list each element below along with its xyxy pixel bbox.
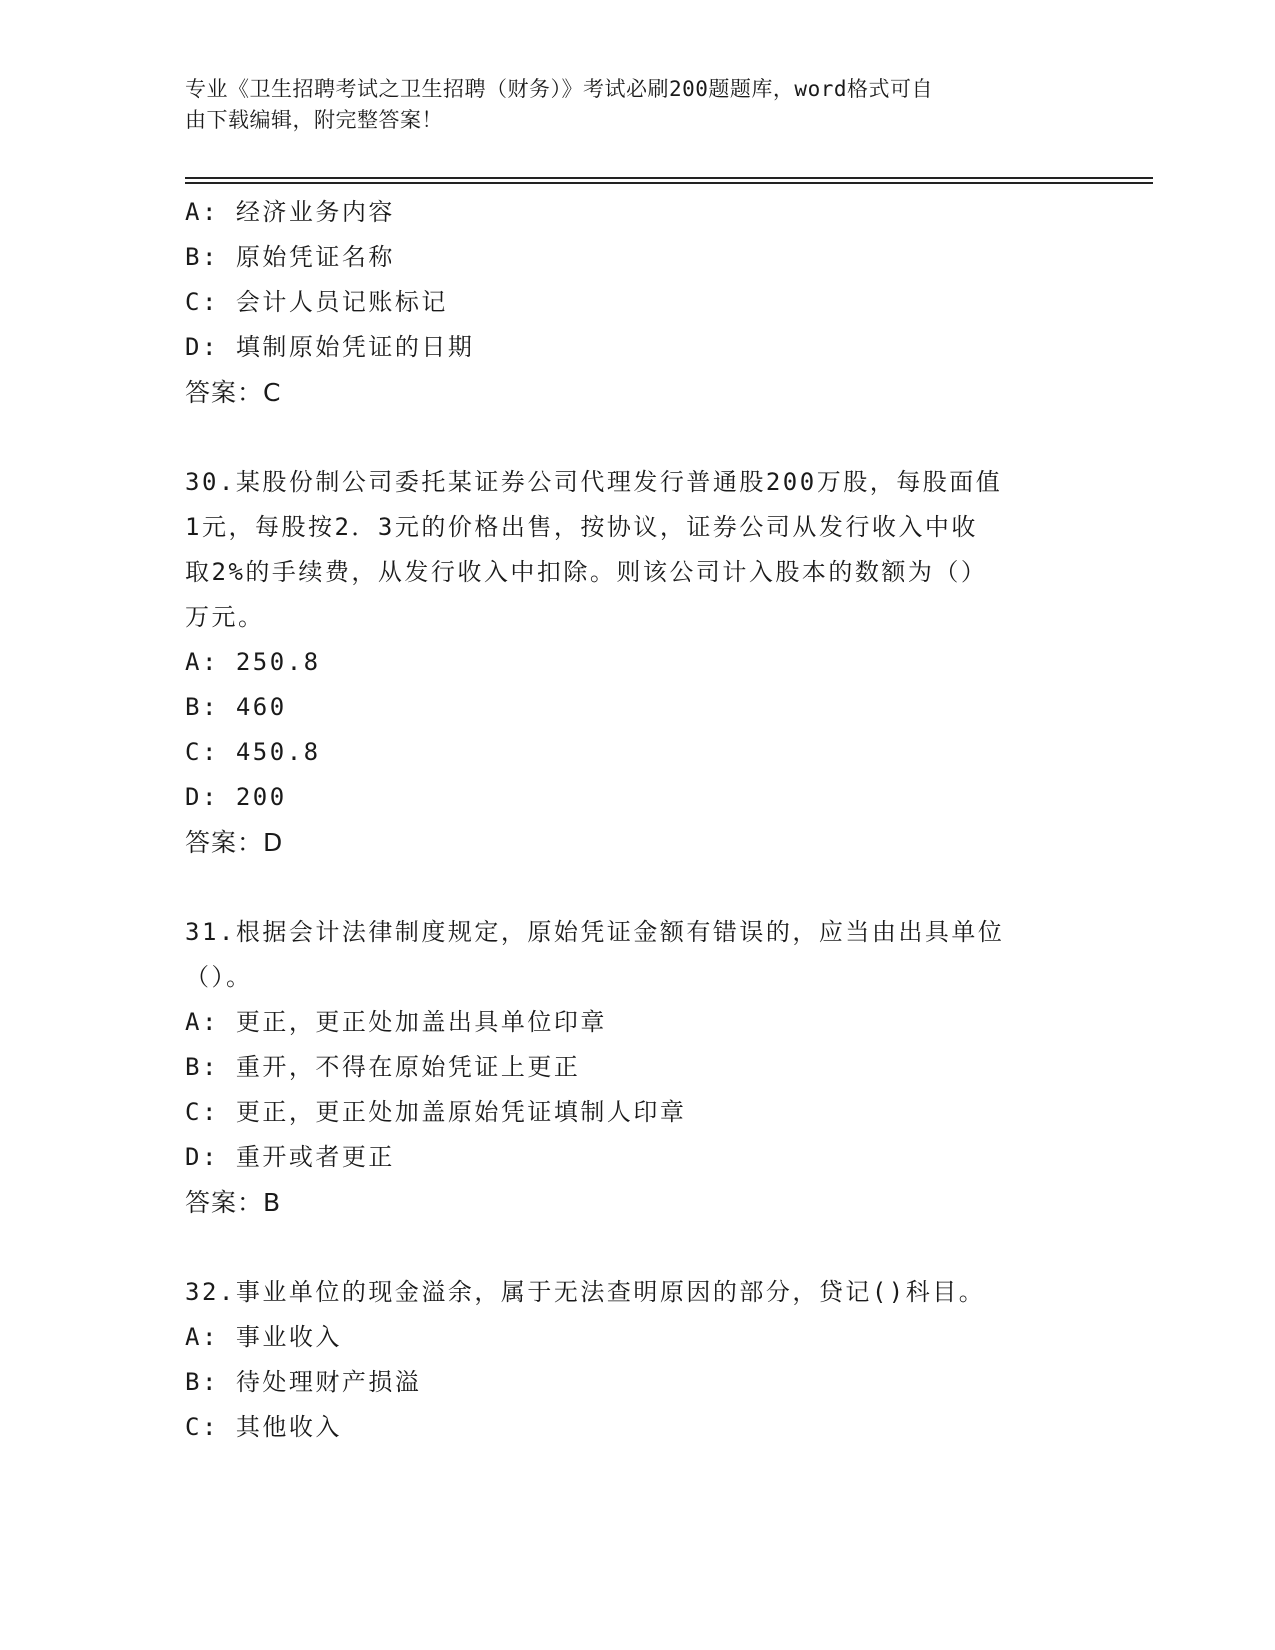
spacer bbox=[185, 415, 1085, 460]
q30-answer: 答案：D bbox=[185, 828, 284, 857]
q29-answer: 答案：C bbox=[185, 378, 282, 407]
header-divider-bottom bbox=[185, 182, 1153, 184]
q30-option-a: A: 250.8 bbox=[185, 648, 321, 676]
q31-answer: 答案：B bbox=[185, 1188, 282, 1217]
header-line-1: 专业《卫生招聘考试之卫生招聘（财务）》考试必刷200题题库，word格式可自 bbox=[185, 77, 933, 101]
q29-option-c: C: 会计人员记账标记 bbox=[185, 288, 448, 316]
question-29 bbox=[185, 190, 1085, 415]
q32-option-c: C: 其他收入 bbox=[185, 1413, 342, 1441]
q32-stem-line-1: 32.事业单位的现金溢余，属于无法查明原因的部分，贷记()科目。 bbox=[185, 1278, 986, 1306]
q32-option-b: B: 待处理财产损溢 bbox=[185, 1368, 422, 1396]
header-line-2: 由下载编辑，附完整答案！ bbox=[185, 108, 443, 132]
spacer bbox=[185, 1225, 1085, 1270]
question-list bbox=[185, 190, 1085, 1450]
q29-option-a: A: 经济业务内容 bbox=[185, 198, 395, 226]
spacer bbox=[185, 865, 1085, 910]
q30-stem-line-4: 万元。 bbox=[185, 603, 265, 631]
q31-option-c: C: 更正，更正处加盖原始凭证填制人印章 bbox=[185, 1098, 687, 1126]
q31-stem-line-1: 31.根据会计法律制度规定，原始凭证金额有错误的，应当由出具单位 bbox=[185, 918, 1005, 946]
question-31 bbox=[185, 910, 1085, 1225]
q31-option-b: B: 重开，不得在原始凭证上更正 bbox=[185, 1053, 581, 1081]
document-header bbox=[185, 74, 1065, 136]
q29-option-b: B: 原始凭证名称 bbox=[185, 243, 395, 271]
q30-option-c: C: 450.8 bbox=[185, 738, 321, 766]
q30-stem-line-3: 取2%的手续费，从发行收入中扣除。则该公司计入股本的数额为（） bbox=[185, 558, 988, 586]
q31-stem-line-2: （）。 bbox=[185, 963, 253, 991]
q30-option-b: B: 460 bbox=[185, 693, 287, 721]
q32-option-a: A: 事业收入 bbox=[185, 1323, 342, 1351]
q30-option-d: D: 200 bbox=[185, 783, 287, 811]
q31-option-a: A: 更正，更正处加盖出具单位印章 bbox=[185, 1008, 607, 1036]
header-divider-top bbox=[185, 177, 1153, 179]
q30-stem-line-2: 1元，每股按2．3元的价格出售，按协议，证券公司从发行收入中收 bbox=[185, 513, 978, 541]
question-32 bbox=[185, 1270, 1085, 1450]
question-30 bbox=[185, 460, 1085, 865]
q30-stem-line-1: 30.某股份制公司委托某证券公司代理发行普通股200万股，每股面值 bbox=[185, 468, 1003, 496]
q31-option-d: D: 重开或者更正 bbox=[185, 1143, 395, 1171]
q29-option-d: D: 填制原始凭证的日期 bbox=[185, 333, 475, 361]
